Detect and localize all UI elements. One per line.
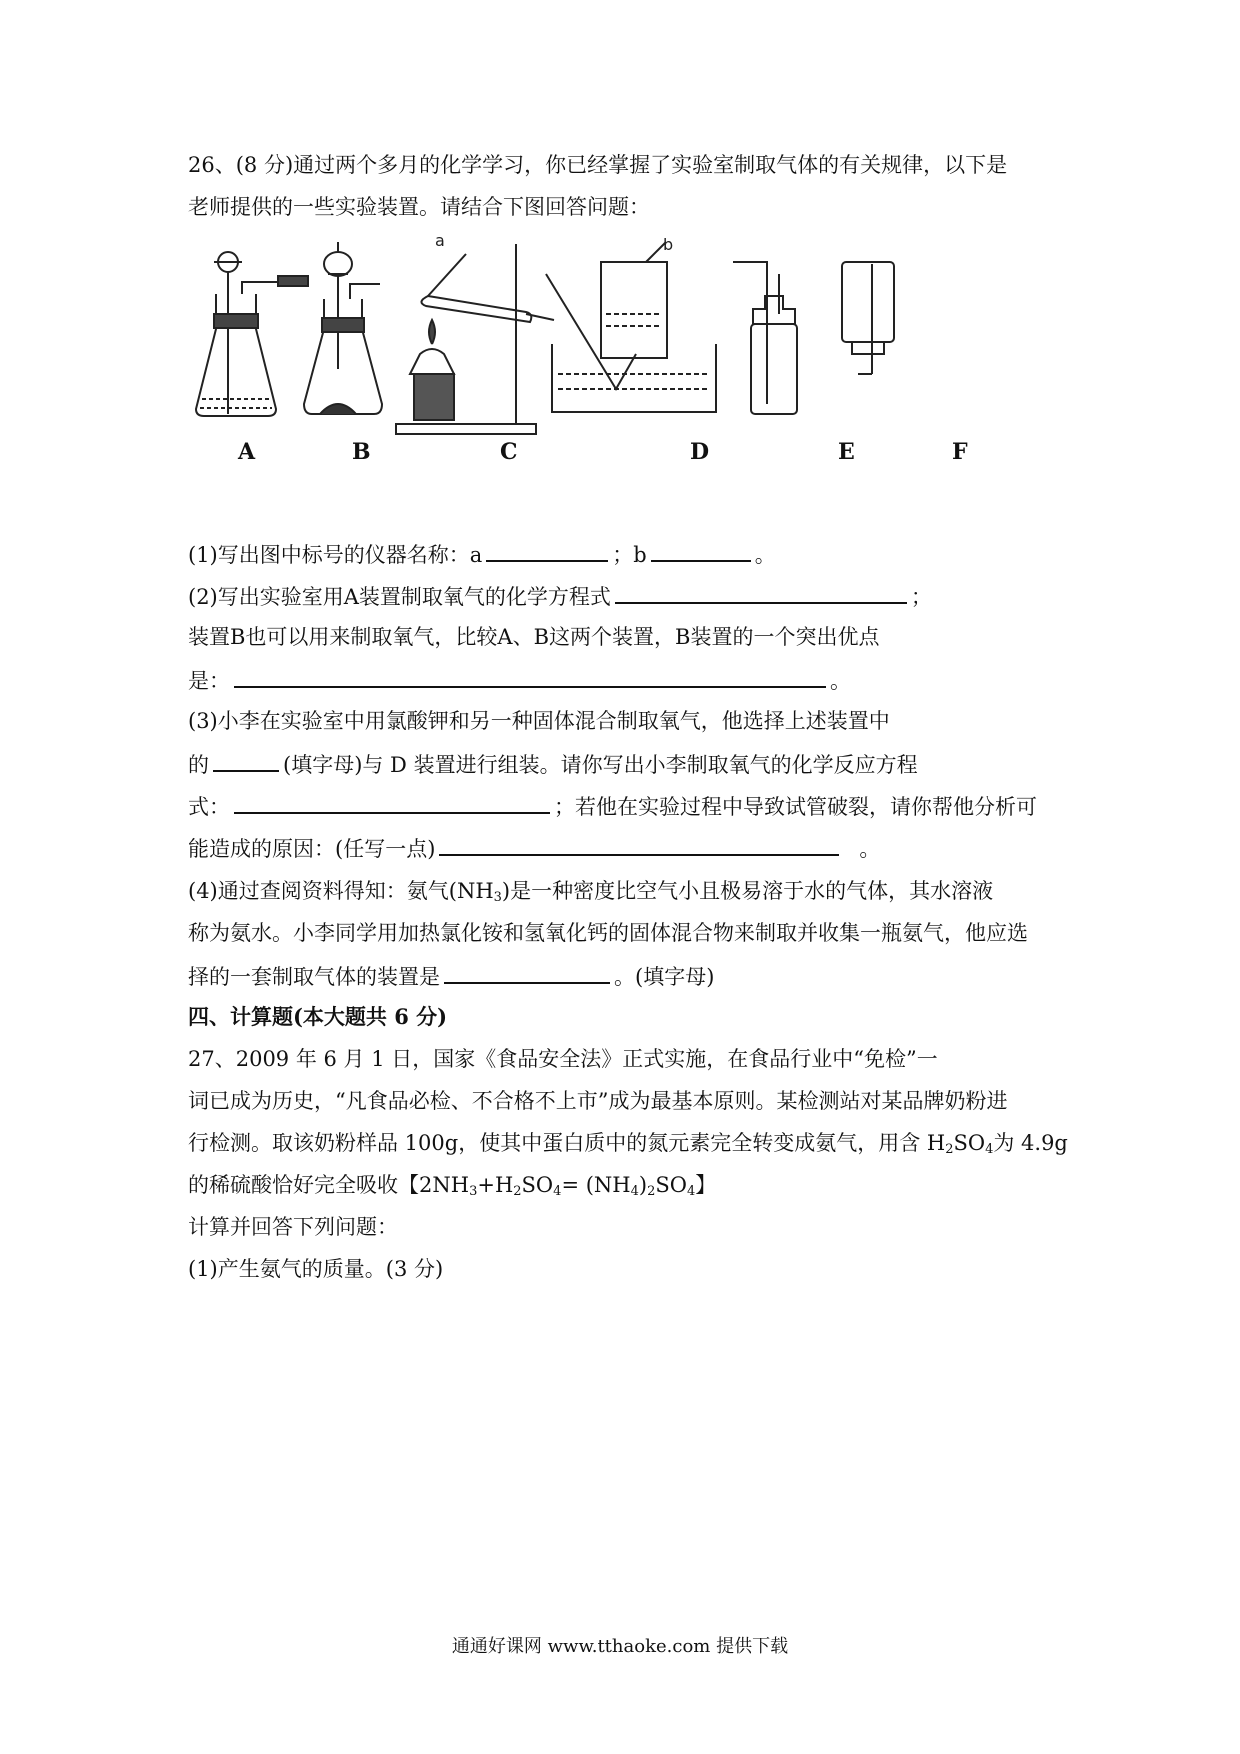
q27-line1: 27、2009 年 6 月 1 日，国家《食品安全法》正式实施，在食品行业中“免检”一	[188, 1047, 938, 1071]
q26-part3-line2	[188, 748, 918, 780]
q27-line2: 词已成为历史，“凡食品必检、不合格不上市”成为最基本原则。某检测站对某品牌奶粉进	[188, 1089, 1008, 1113]
q26-part3-line2-start: 的	[188, 753, 209, 777]
q27-line3-a: 行检测。取该奶粉样品 100g，使其中蛋白质中的氮元素完全转变成氨气，用含 H	[188, 1131, 946, 1155]
apparatus-f-icon	[842, 262, 894, 374]
apparatus-d-icon	[546, 242, 716, 412]
q26-part4-line3	[188, 960, 714, 992]
apparatus-e-icon	[733, 262, 797, 414]
q27-line4-b: +H	[477, 1173, 514, 1197]
footer-text: 通通好课网 www.tthaoke.com 提供下载	[451, 1636, 789, 1657]
q26-part4-text-a: (4)通过查阅资料得知：氨气(NH	[188, 879, 494, 903]
q26-part3-line4	[188, 832, 880, 864]
figure-label-a: A	[238, 439, 256, 465]
q26-part2-end: ；	[910, 585, 932, 609]
q27-line4-d: = (NH	[561, 1173, 631, 1197]
apparatus-c-icon	[396, 244, 554, 434]
q26-part1-mid: ；b	[612, 543, 647, 567]
subscript: 4	[553, 1184, 562, 1199]
answer-blank-b[interactable]	[651, 538, 751, 562]
q27-line3-c: 为 4.9g	[993, 1131, 1068, 1155]
q26-part4-line2: 称为氨水。小李同学用加热氯化铵和氢氧化钙的固体混合物来制取并收集一瓶氨气，他应选	[188, 921, 1028, 945]
apparatus-b-icon	[304, 242, 382, 414]
answer-blank-device[interactable]	[213, 748, 279, 772]
subscript: 4	[985, 1142, 994, 1157]
subscript: 4	[630, 1184, 639, 1199]
q27-line6: (1)产生氨气的质量。(3 分)	[188, 1257, 444, 1281]
apparatus-drawing	[188, 234, 1068, 474]
q26-part2-line1	[188, 580, 932, 612]
figure-label-c: C	[500, 439, 518, 465]
q27-line4-f: SO	[655, 1173, 687, 1197]
q27-line3	[188, 1128, 1068, 1165]
subscript: 3	[469, 1184, 478, 1199]
answer-blank-equation-a[interactable]	[615, 580, 907, 604]
q26-part4-line3-start: 择的一套制取气体的装置是	[188, 965, 440, 989]
q26-part4-line1	[188, 876, 993, 913]
subscript-3: 3	[493, 890, 502, 905]
q26-part2-line2: 装置B也可以用来制取氧气，比较A、B这两个装置，B装置的一个突出优点	[188, 625, 880, 649]
answer-blank-advantage[interactable]	[234, 664, 826, 688]
q26-part3-line3-end: ；若他在实验过程中导致试管破裂，请你帮他分析可	[554, 795, 1037, 819]
figure-label-b: B	[352, 439, 371, 465]
apparatus-a-icon	[196, 252, 308, 416]
q26-part1	[188, 538, 776, 570]
q27-line5: 计算并回答下列问题：	[188, 1215, 398, 1239]
q26-part3-line3-start: 式：	[188, 795, 230, 819]
q26-part3-line4-start: 能造成的原因：(任写一点)	[188, 837, 436, 861]
figure-label-f: F	[952, 439, 968, 465]
marker-b-label: b	[663, 235, 674, 254]
q26-part4-line3-end: 。(填字母)	[614, 965, 715, 989]
q26-part1-start: (1)写出图中标号的仪器名称：a	[188, 543, 483, 567]
apparatus-figure	[188, 234, 1068, 474]
q27-line4-c: SO	[521, 1173, 554, 1197]
section-heading: 四、计算题(本大题共 6 分)	[188, 1004, 448, 1029]
answer-blank-reason[interactable]	[439, 832, 839, 856]
q27-line4	[188, 1170, 716, 1207]
subscript: 2	[945, 1142, 954, 1157]
answer-blank-a[interactable]	[486, 538, 608, 562]
answer-blank-equation-kclo3[interactable]	[234, 790, 550, 814]
figure-label-d: D	[690, 439, 710, 465]
q26-part2-start: (2)写出实验室用A装置制取氧气的化学方程式	[188, 585, 611, 609]
q27-line4-e: )	[638, 1173, 648, 1197]
q26-part3-line1: (3)小李在实验室中用氯酸钾和另一种固体混合制取氧气，他选择上述装置中	[188, 709, 890, 733]
q26-intro-line1: 26、(8 分)通过两个多月的化学学习，你已经掌握了实验室制取气体的有关规律，以下是	[188, 153, 1008, 177]
answer-blank-nh3-device[interactable]	[444, 960, 610, 984]
subscript: 2	[647, 1184, 656, 1199]
q27-line4-g: 】	[695, 1173, 717, 1197]
q26-part2-line3-start: 是：	[188, 669, 230, 693]
marker-a-label: a	[435, 234, 445, 250]
q26-part4-text-b: )是一种密度比空气小且极易溶于水的气体，其水溶液	[501, 879, 994, 903]
q27-line3-b: SO	[953, 1131, 986, 1155]
q27-line4-a: 的稀硫酸恰好完全吸收【2NH	[188, 1173, 470, 1197]
q26-intro-line2: 老师提供的一些实验装置。请结合下图回答问题：	[188, 195, 650, 219]
q26-part2-line3	[188, 664, 851, 696]
q26-part3-line2-end: (填字母)与 D 装置进行组装。请你写出小李制取氧气的化学反应方程	[283, 753, 918, 777]
subscript: 2	[513, 1184, 522, 1199]
q26-part2-line3-end: 。	[830, 669, 851, 693]
q26-part3-line4-end: 。	[859, 837, 881, 861]
figure-label-e: E	[838, 439, 855, 465]
q26-part3-line3	[188, 790, 1037, 822]
subscript: 4	[686, 1184, 696, 1199]
q26-part1-end: 。	[754, 543, 776, 567]
